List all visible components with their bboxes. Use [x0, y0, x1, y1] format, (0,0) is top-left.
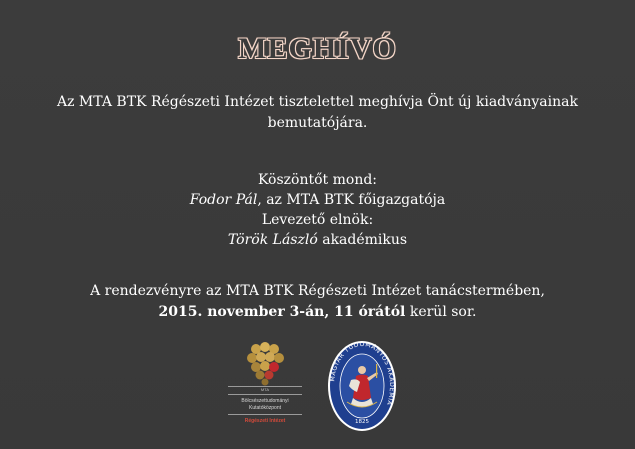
- event-date-line: [0, 302, 635, 323]
- event-date: 2015. november 3-án, 11 órától: [158, 304, 406, 320]
- logo-line-3: Régészeti Intézet: [244, 418, 286, 424]
- greeter-line: [0, 190, 635, 210]
- event-rest: kerül sor.: [405, 304, 477, 320]
- event-details: [0, 281, 635, 323]
- mta-seal-icon: [327, 340, 397, 432]
- logo-line-1: Bölcsészettudományi: [241, 398, 289, 404]
- intro-paragraph: [0, 92, 635, 134]
- program-section: [0, 170, 635, 250]
- logo-line-2: Kutatóközpont: [249, 405, 281, 411]
- intro-line-2: bemutatójára.: [267, 115, 368, 131]
- greeter-name: Fodor Pál: [189, 192, 258, 208]
- chair-role: akadémikus: [317, 232, 408, 248]
- seal-year: 1825: [355, 419, 369, 425]
- invitation-title: MEGHÍVÓ: [238, 32, 397, 65]
- logo-divider-mid: [228, 394, 302, 395]
- btk-emblem-icon: [222, 341, 308, 387]
- chair-name: Török László: [227, 232, 318, 248]
- event-venue-line: A rendezvényre az MTA BTK Régészeti Intézet tanácstermében,: [90, 283, 545, 299]
- seal-ring-text: MAGYAR TUDOMÁNYOS AKADÉMIA: [329, 340, 396, 407]
- greeting-label: Köszöntőt mond:: [257, 172, 378, 188]
- greeter-role: , az MTA BTK főigazgatója: [257, 192, 446, 208]
- logo-mta-label: MTA: [260, 387, 270, 392]
- mta-seal-logo: [327, 340, 397, 432]
- chair-line: [0, 230, 635, 250]
- btk-logo: [222, 341, 308, 433]
- chair-label: Levezető elnök:: [261, 212, 374, 228]
- intro-line-1: Az MTA BTK Régészeti Intézet tisztelettel meghívja Önt új kiadványainak: [57, 94, 578, 110]
- logo-divider-bottom: [228, 414, 302, 415]
